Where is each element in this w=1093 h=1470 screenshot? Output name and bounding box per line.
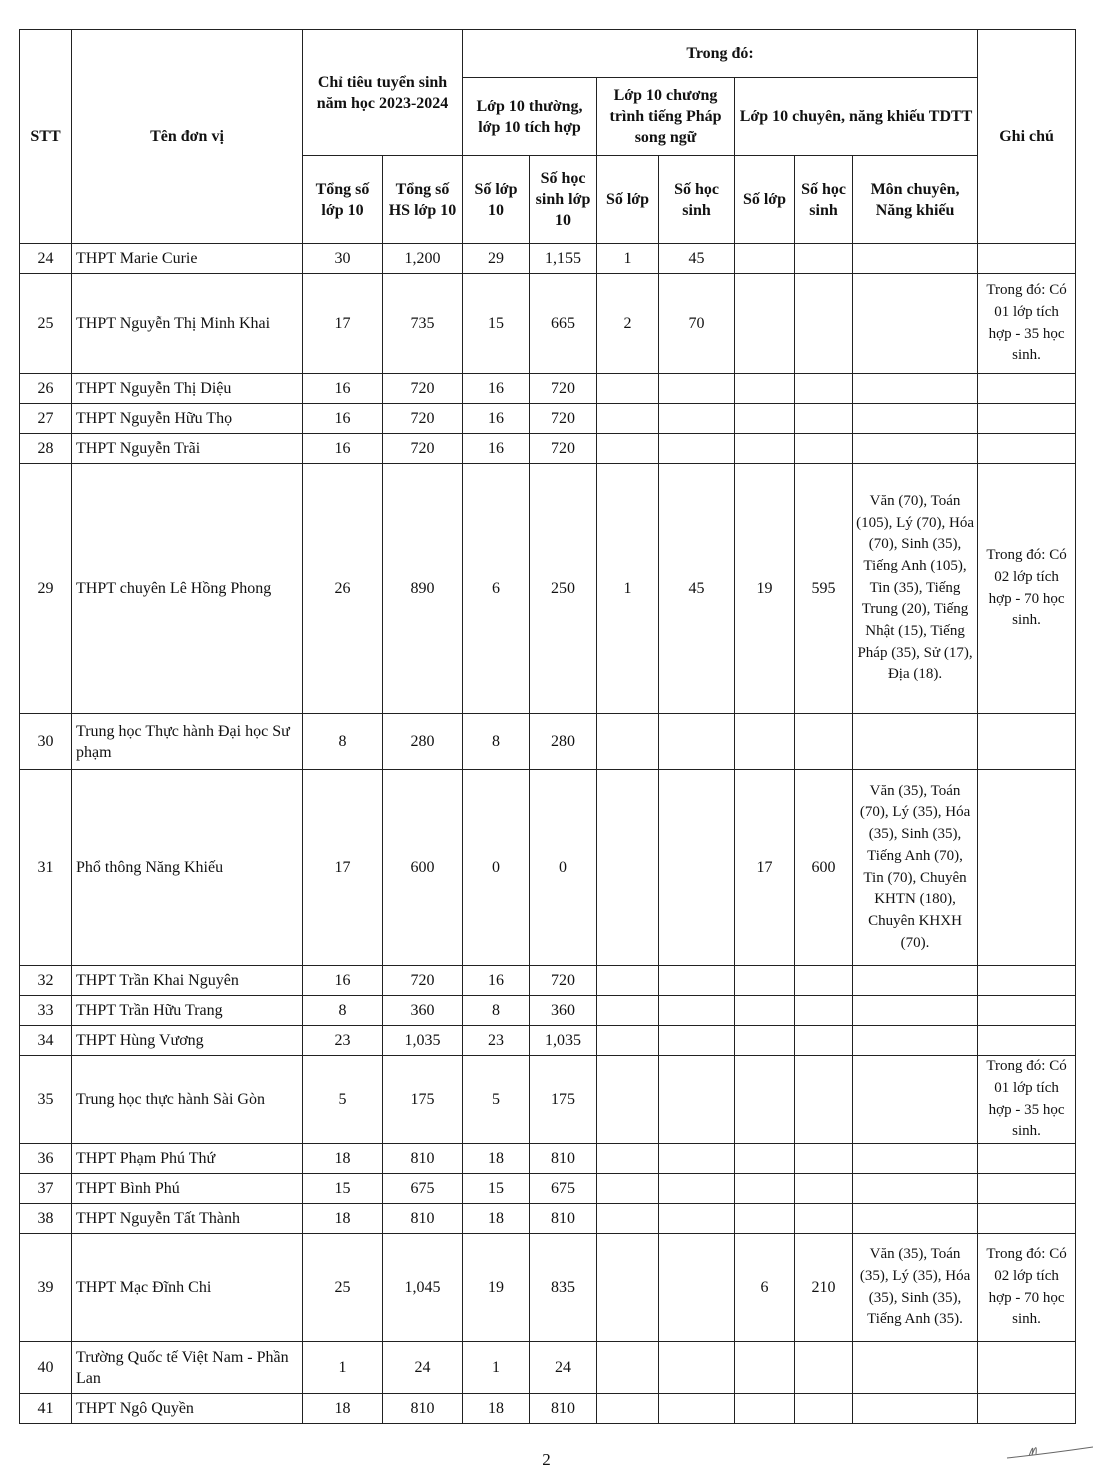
table-row (20, 966, 1076, 996)
cell-shs: 360 (530, 996, 597, 1026)
cell-tshs: 600 (383, 770, 463, 966)
cell-cl: 19 (735, 464, 795, 714)
cell-mon (853, 274, 978, 374)
cell-tsl: 25 (303, 1234, 383, 1342)
table-row (20, 1394, 1076, 1424)
cell-chs (795, 1056, 853, 1144)
cell-sl: 16 (463, 434, 530, 464)
cell-chs (795, 1026, 853, 1056)
cell-shs: 720 (530, 434, 597, 464)
cell-tshs: 1,200 (383, 244, 463, 274)
cell-phs (659, 966, 735, 996)
cell-tsl: 1 (303, 1342, 383, 1394)
cell-pl (597, 1394, 659, 1424)
cell-phs (659, 1234, 735, 1342)
cell-tshs: 720 (383, 404, 463, 434)
cell-cl (735, 996, 795, 1026)
cell-phs (659, 374, 735, 404)
cell-stt: 25 (20, 274, 72, 374)
cell-cl (735, 1144, 795, 1174)
cell-sl: 15 (463, 274, 530, 374)
cell-tshs: 175 (383, 1056, 463, 1144)
cell-cl (735, 714, 795, 770)
table-row (20, 244, 1076, 274)
header-so-hs-chuyen: Số học sinh (795, 156, 853, 244)
cell-name: THPT Hùng Vương (72, 1026, 303, 1056)
cell-mon (853, 1144, 978, 1174)
cell-shs: 1,035 (530, 1026, 597, 1056)
cell-pl (597, 1174, 659, 1204)
cell-stt: 41 (20, 1394, 72, 1424)
header-chi-tieu: Chỉ tiêu tuyển sinh năm học 2023-2024 (303, 30, 463, 156)
cell-name: Trung học Thực hành Đại học Sư phạm (72, 714, 303, 770)
cell-tsl: 26 (303, 464, 383, 714)
cell-pl: 2 (597, 274, 659, 374)
cell-name: THPT Nguyễn Thị Diệu (72, 374, 303, 404)
table-row (20, 1174, 1076, 1204)
cell-cl (735, 1394, 795, 1424)
cell-pl: 1 (597, 244, 659, 274)
cell-sl: 23 (463, 1026, 530, 1056)
cell-tshs: 24 (383, 1342, 463, 1394)
cell-sl: 16 (463, 374, 530, 404)
cell-tshs: 675 (383, 1174, 463, 1204)
cell-phs: 70 (659, 274, 735, 374)
cell-tshs: 810 (383, 1204, 463, 1234)
cell-mon (853, 996, 978, 1026)
cell-note (978, 404, 1076, 434)
cell-tsl: 17 (303, 274, 383, 374)
cell-tshs: 810 (383, 1144, 463, 1174)
header-mon-chuyen: Môn chuyên, Năng khiếu (853, 156, 978, 244)
cell-note (978, 714, 1076, 770)
cell-shs: 810 (530, 1204, 597, 1234)
table-row (20, 404, 1076, 434)
cell-chs (795, 1174, 853, 1204)
cell-name: THPT Nguyễn Tất Thành (72, 1204, 303, 1234)
cell-sl: 6 (463, 464, 530, 714)
cell-note (978, 244, 1076, 274)
cell-chs: 600 (795, 770, 853, 966)
cell-pl (597, 770, 659, 966)
cell-phs: 45 (659, 464, 735, 714)
cell-phs (659, 1056, 735, 1144)
cell-note: Trong đó: Có 02 lớp tích hợp - 70 học sinh. (978, 464, 1076, 714)
cell-cl (735, 1174, 795, 1204)
cell-stt: 39 (20, 1234, 72, 1342)
table-row (20, 1026, 1076, 1056)
cell-pl (597, 1144, 659, 1174)
cell-tsl: 18 (303, 1144, 383, 1174)
cell-phs (659, 404, 735, 434)
cell-cl (735, 1204, 795, 1234)
cell-tsl: 15 (303, 1174, 383, 1204)
cell-name: THPT Mạc Đĩnh Chi (72, 1234, 303, 1342)
cell-mon: Văn (70), Toán (105), Lý (70), Hóa (70), Sinh (35), Tiếng Anh (105), Tin (35), Tiếng Trung (20), Tiếng Nhật (15), Tiếng Pháp (35), Sử (17), Địa (18). (853, 464, 978, 714)
cell-pl (597, 404, 659, 434)
cell-note (978, 1394, 1076, 1424)
cell-cl (735, 1026, 795, 1056)
cell-chs (795, 1204, 853, 1234)
cell-chs (795, 996, 853, 1026)
cell-mon (853, 714, 978, 770)
cell-mon (853, 1026, 978, 1056)
cell-phs (659, 1026, 735, 1056)
cell-shs: 720 (530, 404, 597, 434)
header-lop-chuyen: Lớp 10 chuyên, năng khiếu TDTT (735, 78, 978, 156)
cell-pl (597, 966, 659, 996)
header-stt: STT (20, 30, 72, 244)
cell-cl (735, 244, 795, 274)
cell-chs (795, 966, 853, 996)
header-so-lop-phap: Số lớp (597, 156, 659, 244)
table-row (20, 1056, 1076, 1144)
header-lop-phap: Lớp 10 chương trình tiếng Pháp song ngữ (597, 78, 735, 156)
table-row (20, 1234, 1076, 1342)
cell-tshs: 735 (383, 274, 463, 374)
cell-tsl: 8 (303, 714, 383, 770)
cell-stt: 38 (20, 1204, 72, 1234)
cell-phs (659, 714, 735, 770)
cell-mon: Văn (35), Toán (70), Lý (35), Hóa (35), Sinh (35), Tiếng Anh (70), Tin (70), Chuyên KHTN (180), Chuyên KHXH (70). (853, 770, 978, 966)
cell-tshs: 1,035 (383, 1026, 463, 1056)
cell-stt: 29 (20, 464, 72, 714)
cell-pl (597, 434, 659, 464)
cell-stt: 35 (20, 1056, 72, 1144)
cell-mon (853, 434, 978, 464)
cell-mon (853, 244, 978, 274)
signature-mark (1005, 1438, 1093, 1464)
header-so-hs-lop-10: Số học sinh lớp 10 (530, 156, 597, 244)
cell-sl: 18 (463, 1144, 530, 1174)
cell-name: Trung học thực hành Sài Gòn (72, 1056, 303, 1144)
cell-shs: 720 (530, 966, 597, 996)
cell-shs: 1,155 (530, 244, 597, 274)
cell-chs: 595 (795, 464, 853, 714)
header-so-lop-10: Số lớp 10 (463, 156, 530, 244)
cell-sl: 0 (463, 770, 530, 966)
cell-shs: 665 (530, 274, 597, 374)
cell-stt: 27 (20, 404, 72, 434)
cell-sl: 16 (463, 966, 530, 996)
cell-tsl: 18 (303, 1204, 383, 1234)
table-row (20, 1204, 1076, 1234)
cell-pl (597, 1342, 659, 1394)
cell-shs: 175 (530, 1056, 597, 1144)
cell-mon (853, 1204, 978, 1234)
cell-chs (795, 274, 853, 374)
header-so-lop-chuyen: Số lớp (735, 156, 795, 244)
cell-mon (853, 1056, 978, 1144)
cell-sl: 1 (463, 1342, 530, 1394)
cell-phs (659, 1144, 735, 1174)
cell-sl: 15 (463, 1174, 530, 1204)
cell-sl: 16 (463, 404, 530, 434)
cell-tshs: 280 (383, 714, 463, 770)
cell-stt: 26 (20, 374, 72, 404)
header-trong-do: Trong đó: (463, 30, 978, 78)
cell-note (978, 1204, 1076, 1234)
cell-tsl: 23 (303, 1026, 383, 1056)
cell-note (978, 770, 1076, 966)
cell-stt: 28 (20, 434, 72, 464)
cell-tsl: 5 (303, 1056, 383, 1144)
page-number: 2 (542, 1450, 551, 1469)
cell-note: Trong đó: Có 01 lớp tích hợp - 35 học sinh. (978, 274, 1076, 374)
cell-name: THPT Marie Curie (72, 244, 303, 274)
cell-shs: 0 (530, 770, 597, 966)
cell-chs (795, 714, 853, 770)
cell-note (978, 1342, 1076, 1394)
header-ten-don-vi: Tên đơn vị (72, 30, 303, 244)
cell-name: THPT Trần Khai Nguyên (72, 966, 303, 996)
cell-cl (735, 1342, 795, 1394)
cell-mon: Văn (35), Toán (35), Lý (35), Hóa (35), Sinh (35), Tiếng Anh (35). (853, 1234, 978, 1342)
cell-stt: 40 (20, 1342, 72, 1394)
cell-chs (795, 244, 853, 274)
cell-name: THPT Phạm Phú Thứ (72, 1144, 303, 1174)
cell-sl: 29 (463, 244, 530, 274)
header-ghi-chu: Ghi chú (978, 30, 1076, 244)
cell-name: Phổ thông Năng Khiếu (72, 770, 303, 966)
cell-cl (735, 434, 795, 464)
cell-chs (795, 404, 853, 434)
cell-mon (853, 374, 978, 404)
table-row (20, 434, 1076, 464)
cell-note (978, 1174, 1076, 1204)
cell-tsl: 16 (303, 966, 383, 996)
cell-mon (853, 1174, 978, 1204)
cell-phs (659, 1204, 735, 1234)
cell-stt: 36 (20, 1144, 72, 1174)
cell-pl (597, 1234, 659, 1342)
cell-sl: 8 (463, 714, 530, 770)
cell-tsl: 8 (303, 996, 383, 1026)
cell-note (978, 996, 1076, 1026)
cell-pl (597, 374, 659, 404)
cell-tsl: 16 (303, 434, 383, 464)
cell-mon (853, 1342, 978, 1394)
cell-chs (795, 1144, 853, 1174)
cell-name: THPT Nguyễn Thị Minh Khai (72, 274, 303, 374)
cell-cl: 6 (735, 1234, 795, 1342)
cell-pl (597, 1026, 659, 1056)
cell-stt: 31 (20, 770, 72, 966)
cell-stt: 32 (20, 966, 72, 996)
cell-tshs: 720 (383, 966, 463, 996)
table-row (20, 770, 1076, 966)
cell-stt: 33 (20, 996, 72, 1026)
cell-tsl: 17 (303, 770, 383, 966)
cell-chs (795, 434, 853, 464)
cell-cl (735, 374, 795, 404)
cell-name: THPT Trần Hữu Trang (72, 996, 303, 1026)
cell-pl (597, 996, 659, 1026)
table-row (20, 1144, 1076, 1174)
enrollment-table (19, 29, 1076, 1424)
cell-shs: 810 (530, 1394, 597, 1424)
cell-mon (853, 1394, 978, 1424)
cell-note (978, 374, 1076, 404)
cell-pl (597, 1056, 659, 1144)
cell-chs (795, 374, 853, 404)
cell-cl (735, 1056, 795, 1144)
table-row (20, 1342, 1076, 1394)
cell-note (978, 966, 1076, 996)
cell-chs: 210 (795, 1234, 853, 1342)
cell-name: THPT Ngô Quyền (72, 1394, 303, 1424)
cell-shs: 675 (530, 1174, 597, 1204)
cell-tshs: 1,045 (383, 1234, 463, 1342)
cell-phs (659, 1342, 735, 1394)
table-row (20, 714, 1076, 770)
cell-name: THPT Nguyễn Hữu Thọ (72, 404, 303, 434)
cell-note: Trong đó: Có 02 lớp tích hợp - 70 học sinh. (978, 1234, 1076, 1342)
cell-cl (735, 274, 795, 374)
cell-cl (735, 404, 795, 434)
cell-phs (659, 770, 735, 966)
cell-cl: 17 (735, 770, 795, 966)
header-tong-so-lop: Tổng số lớp 10 (303, 156, 383, 244)
cell-tshs: 720 (383, 434, 463, 464)
header-tong-so-hs: Tổng số HS lớp 10 (383, 156, 463, 244)
cell-chs (795, 1342, 853, 1394)
table-row (20, 996, 1076, 1026)
cell-mon (853, 966, 978, 996)
cell-pl: 1 (597, 464, 659, 714)
cell-note: Trong đó: Có 01 lớp tích hợp - 35 học sinh. (978, 1056, 1076, 1144)
cell-phs (659, 996, 735, 1026)
cell-tshs: 810 (383, 1394, 463, 1424)
cell-name: Trường Quốc tế Việt Nam - Phần Lan (72, 1342, 303, 1394)
cell-shs: 24 (530, 1342, 597, 1394)
cell-shs: 835 (530, 1234, 597, 1342)
cell-name: THPT Nguyễn Trãi (72, 434, 303, 464)
cell-mon (853, 404, 978, 434)
cell-note (978, 1026, 1076, 1056)
cell-name: THPT chuyên Lê Hồng Phong (72, 464, 303, 714)
cell-pl (597, 714, 659, 770)
cell-tsl: 18 (303, 1394, 383, 1424)
cell-cl (735, 966, 795, 996)
cell-pl (597, 1204, 659, 1234)
cell-stt: 30 (20, 714, 72, 770)
cell-tshs: 720 (383, 374, 463, 404)
cell-chs (795, 1394, 853, 1424)
cell-tshs: 360 (383, 996, 463, 1026)
cell-shs: 280 (530, 714, 597, 770)
cell-tsl: 16 (303, 374, 383, 404)
cell-shs: 720 (530, 374, 597, 404)
cell-phs (659, 434, 735, 464)
table-row (20, 374, 1076, 404)
cell-phs (659, 1394, 735, 1424)
cell-tsl: 30 (303, 244, 383, 274)
table-row (20, 274, 1076, 374)
cell-note (978, 434, 1076, 464)
cell-sl: 18 (463, 1394, 530, 1424)
cell-tshs: 890 (383, 464, 463, 714)
cell-sl: 8 (463, 996, 530, 1026)
cell-sl: 19 (463, 1234, 530, 1342)
cell-phs: 45 (659, 244, 735, 274)
cell-stt: 37 (20, 1174, 72, 1204)
cell-shs: 250 (530, 464, 597, 714)
cell-sl: 5 (463, 1056, 530, 1144)
cell-name: THPT Bình Phú (72, 1174, 303, 1204)
cell-note (978, 1144, 1076, 1174)
cell-phs (659, 1174, 735, 1204)
header-so-hs-phap: Số học sinh (659, 156, 735, 244)
cell-sl: 18 (463, 1204, 530, 1234)
cell-shs: 810 (530, 1144, 597, 1174)
cell-stt: 34 (20, 1026, 72, 1056)
cell-tsl: 16 (303, 404, 383, 434)
cell-stt: 24 (20, 244, 72, 274)
header-lop-thuong: Lớp 10 thường, lớp 10 tích hợp (463, 78, 597, 156)
table-row (20, 464, 1076, 714)
